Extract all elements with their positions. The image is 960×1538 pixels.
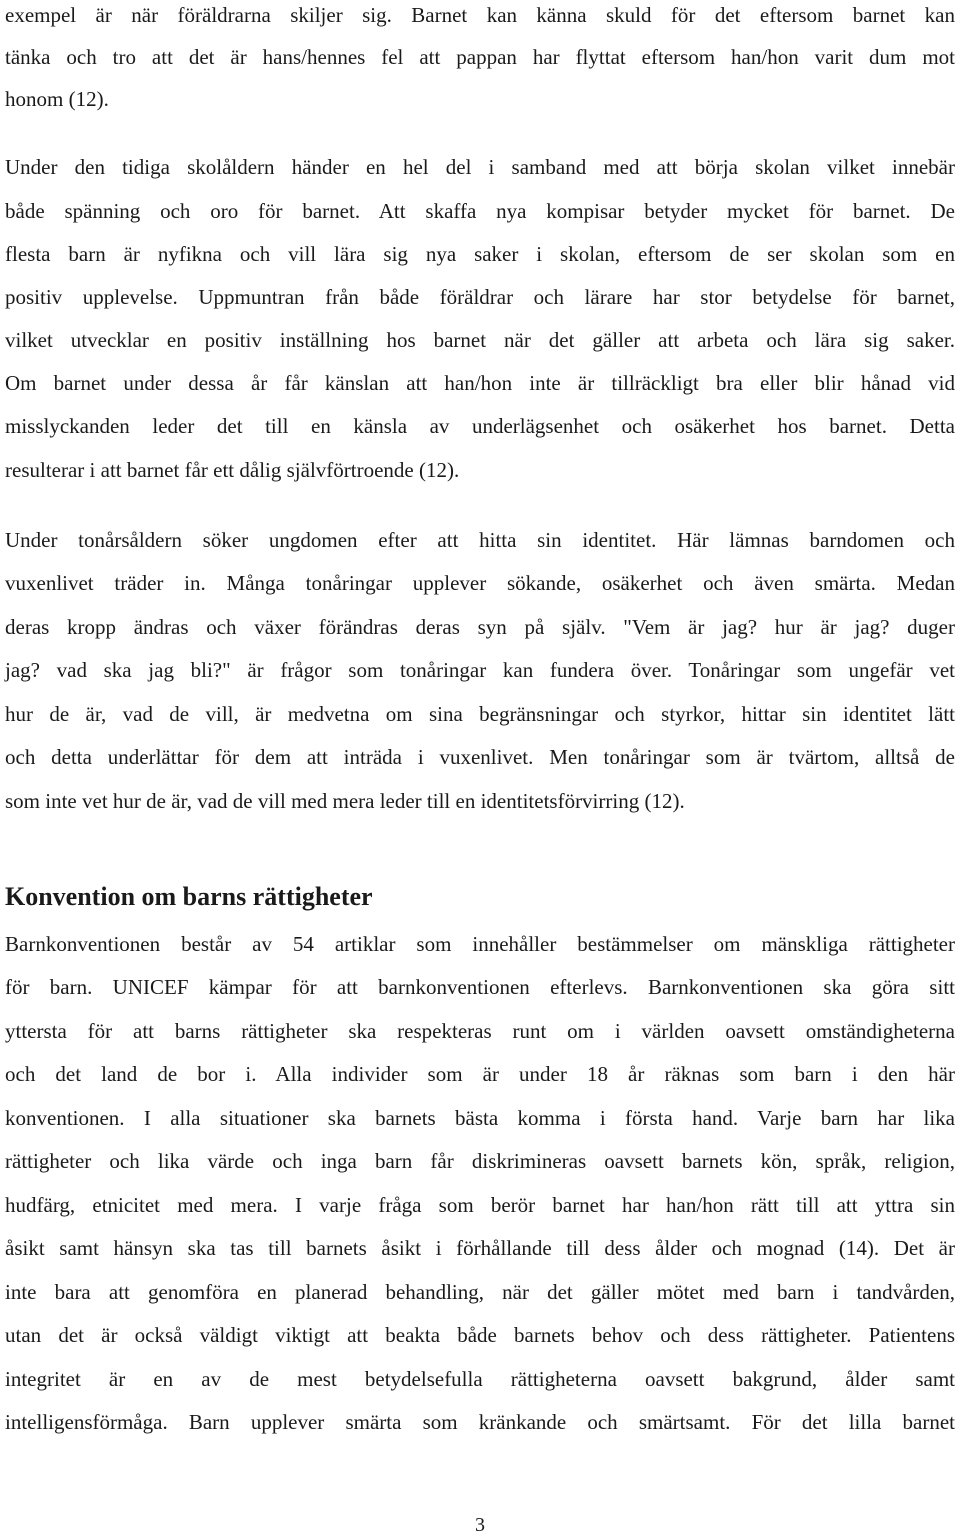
text-line: inte bara att genomföra en planerad behandling, när det gäller mötet med barn i tandvården,	[5, 1280, 955, 1304]
text-line: flesta barn är nyfikna och vill lära sig nya saker i skolan, eftersom de ser skolan som en	[5, 242, 955, 266]
text-line: misslyckanden leder det till en känsla av underlägsenhet och osäkerhet hos barnet. Detta	[5, 414, 955, 438]
text-line: exempel är när föräldrarna skiljer sig. Barnet kan känna skuld för det eftersom barnet kan	[5, 3, 955, 27]
text-line: både spänning och oro för barnet. Att skaffa nya kompisar betyder mycket för barnet. De	[5, 199, 955, 223]
text-line: honom (12).	[5, 87, 109, 111]
text-line: tänka och tro att det är hans/hennes fel att pappan har flyttat eftersom han/hon varit dum mot	[5, 45, 955, 69]
text-line: och detta underlättar för dem att inträda i vuxenlivet. Men tonåringar som är tvärtom, alltså de	[5, 745, 955, 769]
text-line: vuxenlivet träder in. Många tonåringar upplever sökande, osäkerhet och även smärta. Medan	[5, 571, 955, 595]
text-line: Barnkonventionen består av 54 artiklar som innehåller bestämmelser om mänskliga rättigheter	[5, 932, 955, 956]
text-line: intelligensförmåga. Barn upplever smärta som kränkande och smärtsamt. För det lilla barnet	[5, 1410, 955, 1434]
page-number: 3	[475, 1514, 485, 1536]
text-line: för barn. UNICEF kämpar för att barnkonventionen efterlevs. Barnkonventionen ska göra sitt	[5, 975, 955, 999]
text-line: Om barnet under dessa år får känslan att han/hon inte är tillräckligt bra eller blir hånad vid	[5, 371, 955, 395]
text-line: deras kropp ändras och växer förändras deras syn på själv. "Vem är jag? hur är jag? duger	[5, 615, 955, 639]
text-line: resulterar i att barnet får ett dålig självförtroende (12).	[5, 458, 460, 482]
text-line: Under tonårsåldern söker ungdomen efter att hitta sin identitet. Här lämnas barndomen och	[5, 528, 955, 552]
text-line: hur de är, vad de vill, är medvetna om sina begränsningar och styrkor, hittar sin identitet lätt	[5, 702, 955, 726]
text-line: Under den tidiga skolåldern händer en hel del i samband med att börja skolan vilket innebär	[5, 155, 955, 179]
text-line: utan det är också väldigt viktigt att beakta både barnets behov och dess rättigheter. Patientens	[5, 1323, 955, 1347]
text-line: jag? vad ska jag bli?" är frågor som tonåringar kan fundera över. Tonåringar som ungefär vet	[5, 658, 955, 682]
text-line: konventionen. I alla situationer ska barnets bästa komma i första hand. Varje barn har lika	[5, 1106, 955, 1130]
text-line: vilket utvecklar en positiv inställning hos barnet när det gäller att arbeta och lära sig saker.	[5, 328, 955, 352]
text-line: hudfärg, etnicitet med mera. I varje fråga som berör barnet har han/hon rätt till att yttra sin	[5, 1193, 955, 1217]
section-heading: Konvention om barns rättigheter	[5, 882, 373, 911]
text-line: och det land de bor i. Alla individer som är under 18 år räknas som barn i den här	[5, 1062, 955, 1086]
text-line: positiv upplevelse. Uppmuntran från både föräldrar och lärare har stor betydelse för barnet,	[5, 285, 955, 309]
text-line: åsikt samt hänsyn ska tas till barnets åsikt i förhållande till dess ålder och mognad (14). Det är	[5, 1236, 955, 1260]
text-line: yttersta för att barns rättigheter ska respekteras runt om i världen oavsett omständigheterna	[5, 1019, 955, 1043]
text-line: som inte vet hur de är, vad de vill med mera leder till en identitetsförvirring (12).	[5, 789, 685, 813]
text-line: rättigheter och lika värde och inga barn får diskrimineras oavsett barnets kön, språk, religion,	[5, 1149, 955, 1173]
text-line: integritet är en av de mest betydelsefulla rättigheterna oavsett bakgrund, ålder samt	[5, 1367, 955, 1391]
